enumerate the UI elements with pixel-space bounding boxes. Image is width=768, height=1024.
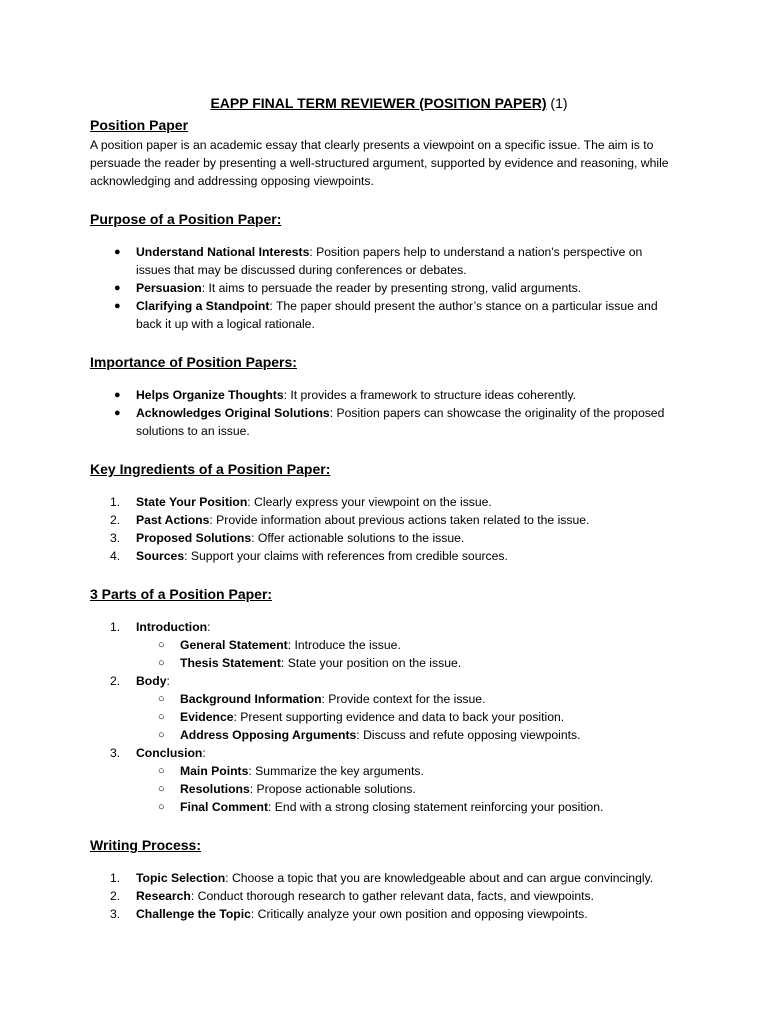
intro-paragraph: A position paper is an academic essay that clearly presents a viewpoint on a specific issue. The aim is to persuade the reader by presenting a well-structured argument, supported by evidence and reasoning, while acknowledging and addressing opposing viewpoints. (90, 138, 669, 188)
list-item (90, 493, 680, 511)
item-text: : Position papers help to understand a nation's perspective on issues that may be discussed during conferences or debates. (136, 245, 643, 277)
circle-bullet-icon: ○ (158, 729, 165, 741)
list-item (90, 297, 680, 333)
item-text: : Choose a topic that you are knowledgeable about and can argue convincingly. (225, 871, 654, 885)
item-term: Understand National Interests (136, 245, 310, 259)
sub-list (136, 762, 680, 816)
sub-item-text: : State your position on the issue. (280, 656, 462, 670)
sub-item-term: Resolutions (180, 782, 250, 796)
item-term: Acknowledges Original Solutions (136, 406, 330, 420)
item-text: : (166, 674, 170, 688)
item-term: Topic Selection (136, 871, 226, 885)
item-text: : Position papers can showcase the originality of the proposed solutions to an issue. (136, 406, 665, 438)
sub-item-text: : Summarize the key arguments. (248, 764, 424, 778)
list-item (90, 511, 680, 529)
item-text: : Provide information about previous actions taken related to the issue. (209, 513, 590, 527)
item-text: : Clearly express your viewpoint on the issue. (247, 495, 492, 509)
bullet-icon: ● (114, 300, 121, 312)
sub-list-item (90, 780, 680, 798)
item-term: Helps Organize Thoughts (136, 388, 284, 402)
purpose-list (90, 243, 680, 333)
item-number: 2. (110, 889, 121, 903)
item-term: State Your Position (136, 495, 248, 509)
item-number: 2. (110, 513, 121, 527)
item-text: : Conduct thorough research to gather relevant data, facts, and viewpoints. (190, 889, 594, 903)
item-term: Introduction (136, 620, 208, 634)
item-term: Sources (136, 549, 185, 563)
bullet-icon: ● (114, 407, 121, 419)
circle-bullet-icon: ○ (158, 801, 165, 813)
sub-item-text: : Discuss and refute opposing viewpoints. (356, 728, 581, 742)
sub-list-item (90, 690, 680, 708)
sub-item-text: : End with a strong closing statement reinforcing your position. (268, 800, 604, 814)
sub-list (136, 690, 680, 744)
circle-bullet-icon: ○ (158, 657, 165, 669)
list-item (90, 547, 680, 565)
item-term: Body (136, 674, 167, 688)
sub-item-text: : Introduce the issue. (287, 638, 401, 652)
item-number: 1. (110, 620, 121, 634)
parts-list (90, 618, 680, 816)
sub-item-term: Thesis Statement (180, 656, 281, 670)
importance-list (90, 386, 680, 440)
item-number: 1. (110, 495, 121, 509)
item-number: 4. (110, 549, 121, 563)
item-term: Research (136, 889, 191, 903)
item-text: : Critically analyze your own position and opposing viewpoints. (250, 907, 588, 921)
circle-bullet-icon: ○ (158, 765, 165, 777)
sub-item-term: Main Points (180, 764, 249, 778)
purpose-heading: Purpose of a Position Paper: (90, 211, 282, 227)
bullet-icon: ● (114, 389, 121, 401)
title-main: EAPP FINAL TERM REVIEWER (POSITION PAPER) (210, 95, 547, 111)
document-title (90, 94, 680, 112)
ingredients-list (90, 493, 680, 565)
list-item (90, 672, 680, 744)
sub-item-term: General Statement (180, 638, 288, 652)
sub-list-item (90, 708, 680, 726)
sub-list (136, 636, 680, 672)
circle-bullet-icon: ○ (158, 639, 165, 651)
list-item (90, 618, 680, 672)
circle-bullet-icon: ○ (158, 693, 165, 705)
bullet-icon: ● (114, 246, 121, 258)
sub-list-item (90, 636, 680, 654)
process-heading: Writing Process: (90, 837, 201, 853)
sub-item-text: : Propose actionable solutions. (249, 782, 416, 796)
item-text: : It provides a framework to structure ideas coherently. (283, 388, 577, 402)
list-item (90, 404, 680, 440)
item-term: Clarifying a Standpoint (136, 299, 270, 313)
sub-list-item (90, 726, 680, 744)
item-term: Persuasion (136, 281, 202, 295)
item-text: : It aims to persuade the reader by presenting strong, valid arguments. (201, 281, 582, 295)
list-item (90, 243, 680, 279)
bullet-icon: ● (114, 282, 121, 294)
sub-item-term: Final Comment (180, 800, 269, 814)
process-list (90, 869, 680, 923)
item-number: 3. (110, 907, 121, 921)
title-suffix: (1) (546, 95, 568, 111)
item-number: 1. (110, 871, 121, 885)
list-item (90, 279, 680, 297)
item-text: : The paper should present the author’s stance on a particular issue and back it up with a logical rationale. (136, 299, 658, 331)
item-number: 3. (110, 531, 121, 545)
item-term: Challenge the Topic (136, 907, 251, 921)
parts-heading: 3 Parts of a Position Paper: (90, 586, 273, 602)
item-text: : (207, 620, 211, 634)
ingredients-heading: Key Ingredients of a Position Paper: (90, 461, 331, 477)
sub-list-item (90, 654, 680, 672)
sub-list-item (90, 762, 680, 780)
circle-bullet-icon: ○ (158, 783, 165, 795)
list-item (90, 744, 680, 816)
item-number: 2. (110, 674, 121, 688)
item-text: : Support your claims with references from credible sources. (184, 549, 508, 563)
sub-item-term: Address Opposing Arguments (180, 728, 357, 742)
document-page (90, 94, 680, 923)
item-text: : (202, 746, 206, 760)
sub-list-item (90, 798, 680, 816)
item-term: Proposed Solutions (136, 531, 252, 545)
item-text: : Offer actionable solutions to the issue. (251, 531, 465, 545)
item-term: Conclusion (136, 746, 203, 760)
importance-heading: Importance of Position Papers: (90, 354, 297, 370)
sub-item-text: : Present supporting evidence and data to back your position. (233, 710, 565, 724)
intro-heading: Position Paper (90, 117, 189, 133)
sub-item-term: Background Information (180, 692, 322, 706)
list-item (90, 887, 680, 905)
list-item (90, 529, 680, 547)
item-number: 3. (110, 746, 121, 760)
item-term: Past Actions (136, 513, 210, 527)
sub-item-term: Evidence (180, 710, 234, 724)
list-item (90, 869, 680, 887)
list-item (90, 386, 680, 404)
circle-bullet-icon: ○ (158, 711, 165, 723)
list-item (90, 905, 680, 923)
sub-item-text: : Provide context for the issue. (321, 692, 486, 706)
